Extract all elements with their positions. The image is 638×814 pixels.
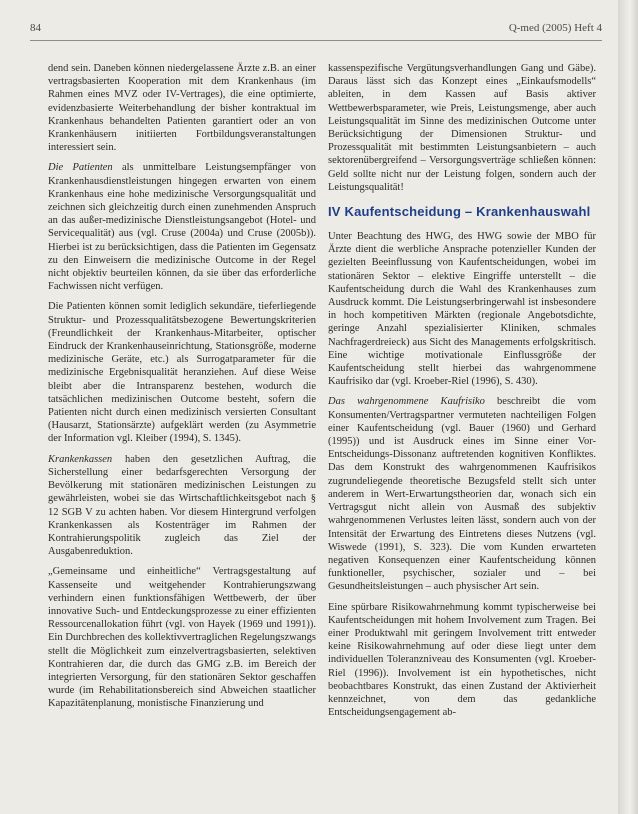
running-header xyxy=(30,22,602,38)
left-paragraph-2 xyxy=(48,161,316,293)
page-edge-shadow xyxy=(618,0,638,814)
journal-reference: Q-med (2005) Heft 4 xyxy=(508,22,602,34)
right-paragraph-3-text: beschreibt die vom Konsumenten/Vertragspartner vermuteten nachteiligen Folgen einer Kaufentscheidung (vgl. Bauer (1960) und Gerhard (1995)) und ist Ausdruck eines im Sinne einer Vor-Entscheidungs-Dissonanz auftretenden kognitiven Konfliktes. Das dem Konstrukt des wahrgenommenen Kaufrisikos zugrundeliegende theoretische Bezugsfeld stellt sich unter anderem in Wert-Erwartungstheorien dar, wonach sich ein Vertragsgut nicht allein von Ausmaß des subjektiv wahrgenommenen Verlustes leiten lässt, sondern auch von der Intensität der Erwartung des Eintretens dieses Nutzens (vgl. Wiswede (1991), S. 323). Die vom Kunden erwarteten negativen Konsequenzen einer Kaufentscheidung können funktioneller, psychischer, sozialer und – bei Gesundheitsleistungen – auch physischer Art sein. xyxy=(328,396,596,593)
right-paragraph-4: Eine spürbare Risikowahrnehmung kommt typischerweise bei Kaufentscheidungen mit hohem Involvement zum Tragen. Bei einer Produktwahl mit geringem Involvement tritt entweder keine Risikowahrnehmung auf oder diese liegt unter dem individuellen Toleranzniveau des Konsumenten (vgl. Kroeber-Riel (1996)). Involvement ist ein hypothetisches, nicht beobachtbares Konstrukt, das einen Zustand der Aktivierheit kennzeichnet, von dem das gedankliche Entscheidungsengagement ab- xyxy=(328,601,596,719)
right-paragraph-3 xyxy=(328,395,596,593)
section-heading: IV Kaufentscheidung – Krankenhauswahl xyxy=(328,204,591,220)
page-number: 84 xyxy=(30,22,41,34)
left-paragraph-5: „Gemeinsame und einheitliche“ Vertragsgestaltung auf Kassenseite und weitgehender Kontrahierungszwang verhindern einen funktionsfähigen Wettbewerb, der über innovative Such- und Entdeckungsprozesse zu einer effizienten Ressourcenallokation führt (vgl. von Hayek (1969 und 1991)). Ein Durchbrechen des kollektivvertraglichen Regelungszwangs stellt die Möglichkeit zum einzelvertragsbasierten, selektiven Kontrahieren dar, die durch das GMG z.B. im Bereich der integrierten Versorgung, für den stationären Sektor geschaffen wurde (im Rehabilitationsbereich sind Abweichen staatlicher Kapazitätenplanung, monistische Finanzierung und xyxy=(48,566,316,710)
right-paragraph-2: Unter Beachtung des HWG, des HWG sowie der MBO für Ärzte dient die werbliche Ansprache potenzieller Kunden der gezielten Beeinflussung von Kaufentscheidungen, wobei im stationären Sektor – elektive Eingriffe unterstellt – die Kaufentscheidung durch die Wahl des Krankenhauses zum Ausdruck kommt. Die Leistungserbringerwahl ist insbesondere in hoch kompetitiven Märkten (regionale Angebotsdichte, geringe Anzahl spezialisierter Kliniken, schmales Nachfragerdreieck) aus Sicht des Managements erfolgskritisch. Eine wichtige motivationale Einflussgröße der Kaufentscheidung stellt hierbei das wahrgenommene Kaufrisiko dar (vgl. Kroeber-Riel (1996), S. 430). xyxy=(328,231,596,388)
term-kaufrisiko: Das wahrgenommene Kaufrisiko xyxy=(328,396,485,408)
left-paragraph-4 xyxy=(48,453,316,559)
left-paragraph-3: Die Patienten können somit lediglich sekundäre, tieferliegende Struktur- und Prozessqualitätsbezogene Bewertungskriterien (Freundlichkeit der Krankenhaus-Mitarbeiter, optischer Eindruck der Krankenhauseinrichtung, Stationsgröße, moderne medizinische Geräte, etc.) als Surrogatparameter für die medizinische Ergebnisqualität heranziehen. Auf diese Weise bleibt aber die Intransparenz bestehen, wodurch die tatsächlichen medizinischen Outcome besteht, sofern die Patienten nicht durch einen medizinisch versierten Consultant (Hausarzt, Stationsärzte) aufgeklärt werden (zu Asymmetrie der Information vgl. Kleiber (1994), S. 1345). xyxy=(48,301,316,445)
right-paragraph-1: kassenspezifische Vergütungsverhandlungen Gang und Gäbe). Daraus lässt sich das Konzept eines „Einkaufsmodells“ ableiten, in dem Kassen auf Basis aktiver Wettbewerbsparameter, wie Preis, Leistungsmenge, aber auch Leistungsqualität im Sinne des medizinischen Outcome unter Berücksichtigung der Dimensionen Struktur- und Prozessqualität mit bestimmten Leistungsanbietern – auch sektorenübergreifend – Versorgungsverträge schließen können: Geld sollte nicht nur der Leistung folgen, sondern auch der Leistungsqualität! xyxy=(328,63,596,193)
term-krankenkassen: Krankenkassen xyxy=(48,453,113,465)
right-column xyxy=(328,62,596,726)
left-paragraph-2-text: als unmittelbare Leistungsempfänger von Krankenhausdienstleistungen hingegen erwarten von einem Krankenhaus eine hohe medizinische Versorgungsqualität und zeichnen sich gleichzeitig durch einen zunehmenden Anspruch an das außer-medizinische Dienstleistungsangebot (Hotel- und Servicequalität) aus (vgl. Cruse (2004a) und Cruse (2005b)). Hierbei ist zu berücksichtigen, dass die Patienten im Gegensatz zu den Einweisern die medizinische Outcome in der Regel nicht objektiv beurteilen können, da sie über das erforderliche Fachwissen nicht verfügen. xyxy=(48,162,317,293)
left-column xyxy=(48,62,316,718)
term-patienten: Die Patienten xyxy=(48,162,113,174)
left-paragraph-1: dend sein. Daneben können niedergelassene Ärzte z.B. an einer vertragsbasierten Kooperation mit dem Krankenhaus (im Rahmen eines MVZ oder IV-Vertrages), die eine optimierte, evidenzbasierte Weiterbehandlung der bisher kontraktual im Krankenhaus behandelten Patienten garantiert oder an von Krankenhäusern initiierten Fortbildungsveranstaltungen interessiert sein. xyxy=(48,63,316,154)
left-paragraph-4-text: haben den gesetzlichen Auftrag, die Sicherstellung einer bedarfsgerechten Versorgung der Bevölkerung mit stationären medizinischen Leistungen zu gewährleisten, wobei sie das Wirtschaftlichkeitsgebot nach § 12 SGB V zu achten haben. Vor diesem Hintergrund verfolgen Krankenkassen als Kostenträger im Rahmen der Kontrahierungspolitik zugleich das Ziel der Ausgabenreduktion. xyxy=(48,453,316,558)
header-rule xyxy=(30,40,602,41)
